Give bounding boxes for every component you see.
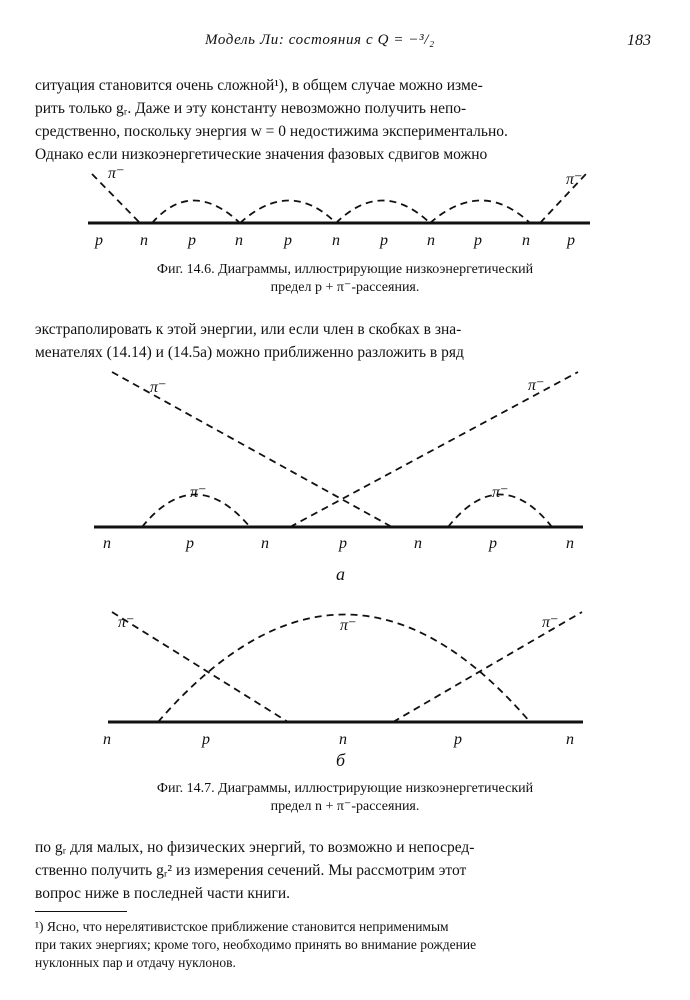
nucleon-label: n — [427, 232, 435, 249]
figure-14-7-caption — [0, 780, 690, 816]
figure-14-6-caption — [0, 261, 690, 297]
page-number: 183 — [627, 32, 651, 49]
text-line: Однако если низкоэнергетические значения фазовых сдвигов можно — [35, 146, 488, 163]
pion-label: π⁻ — [542, 614, 559, 631]
footnote-line: ¹) Ясно, что нерелятивистское приближение становится неприменимым — [35, 919, 449, 934]
nucleon-label: p — [284, 232, 292, 249]
nucleon-label: n — [103, 535, 111, 552]
nucleon-label: p — [202, 731, 210, 748]
caption-line: Фиг. 14.7. Диаграммы, иллюстрирующие низкоэнергетический — [156, 781, 534, 796]
nucleon-label: n — [566, 731, 574, 748]
nucleon-label: p — [186, 535, 194, 552]
text-line: вопрос ниже в последней части книги. — [35, 885, 291, 902]
nucleon-label: n — [414, 535, 422, 552]
pion-label: π⁻ — [340, 617, 357, 634]
footnote — [35, 918, 652, 972]
text-line: менателях (14.14) и (14.5а) можно приближенно разложить в ряд — [35, 344, 464, 361]
nucleon-label: n — [235, 232, 243, 249]
nucleon-label: p — [567, 232, 575, 249]
footnote-rule — [35, 911, 127, 912]
nucleon-label: p — [188, 232, 196, 249]
pion-loop-arc — [152, 201, 240, 224]
pion-label: π⁻ — [492, 484, 509, 501]
nucleon-label: p — [454, 731, 462, 748]
text-line: рить только gᵣ. Даже и эту константу невозможно получить непо- — [35, 100, 467, 117]
nucleon-label: p — [474, 232, 482, 249]
nucleon-label: p — [380, 232, 388, 249]
text-line: ственно получить gᵣ² из измерения сечений. Мы рассмотрим этот — [35, 862, 467, 879]
pion-label: π⁻ — [118, 614, 135, 631]
footnote-line: нуклонных пар и отдачу нуклонов. — [35, 955, 236, 970]
text-line: ситуация становится очень сложной¹), в общем случае можно изме- — [35, 77, 483, 94]
pion-label: π⁻ — [566, 171, 583, 188]
caption-line: Фиг. 14.6. Диаграммы, иллюстрирующие низкоэнергетический — [156, 262, 534, 277]
pion-loop-arc — [430, 201, 530, 224]
pion-label: π⁻ — [150, 379, 167, 396]
nucleon-label: n — [140, 232, 148, 249]
running-title: Модель Ли: состояния с Q = −³/₂ — [205, 32, 435, 48]
footnote-line: при таких энергиях; кроме того, необходимо принять во внимание рождение — [35, 937, 477, 952]
nucleon-label: n — [103, 731, 111, 748]
nucleon-label: n — [261, 535, 269, 552]
running-header — [0, 30, 690, 54]
diagram-sublabel: б — [336, 750, 346, 770]
nucleon-label: n — [332, 232, 340, 249]
nucleon-label: n — [339, 731, 347, 748]
pion-label: π⁻ — [108, 165, 125, 182]
figure-14-7-diagram — [0, 362, 690, 772]
nucleon-label: n — [566, 535, 574, 552]
pion-loop-arc — [240, 201, 336, 224]
pion-loop-arc — [336, 201, 430, 224]
nucleon-label: p — [489, 535, 497, 552]
nucleon-label: n — [522, 232, 530, 249]
nucleon-label: p — [339, 535, 347, 552]
diagram-sublabel: а — [336, 564, 345, 584]
paragraph-1 — [35, 74, 652, 166]
incoming-pion-line — [112, 612, 288, 722]
caption-line: предел p + π⁻-рассеяния. — [270, 280, 420, 295]
text-line: экстраполировать к этой энергии, или если член в скобках в зна- — [35, 321, 462, 338]
caption-line: предел n + π⁻-рассеяния. — [270, 799, 420, 814]
figure-14-6-diagram — [0, 160, 690, 260]
pion-label: π⁻ — [528, 377, 545, 394]
outgoing-pion-line — [290, 372, 578, 527]
text-line: средственно, поскольку энергия w = 0 недостижима экспериментально. — [35, 123, 508, 140]
nucleon-label: p — [95, 232, 103, 249]
paragraph-2 — [35, 318, 652, 364]
pion-label: π⁻ — [190, 484, 207, 501]
paragraph-3 — [35, 836, 652, 905]
text-line: по gᵣ для малых, но физических энергий, то возможно и непосред- — [35, 839, 475, 856]
